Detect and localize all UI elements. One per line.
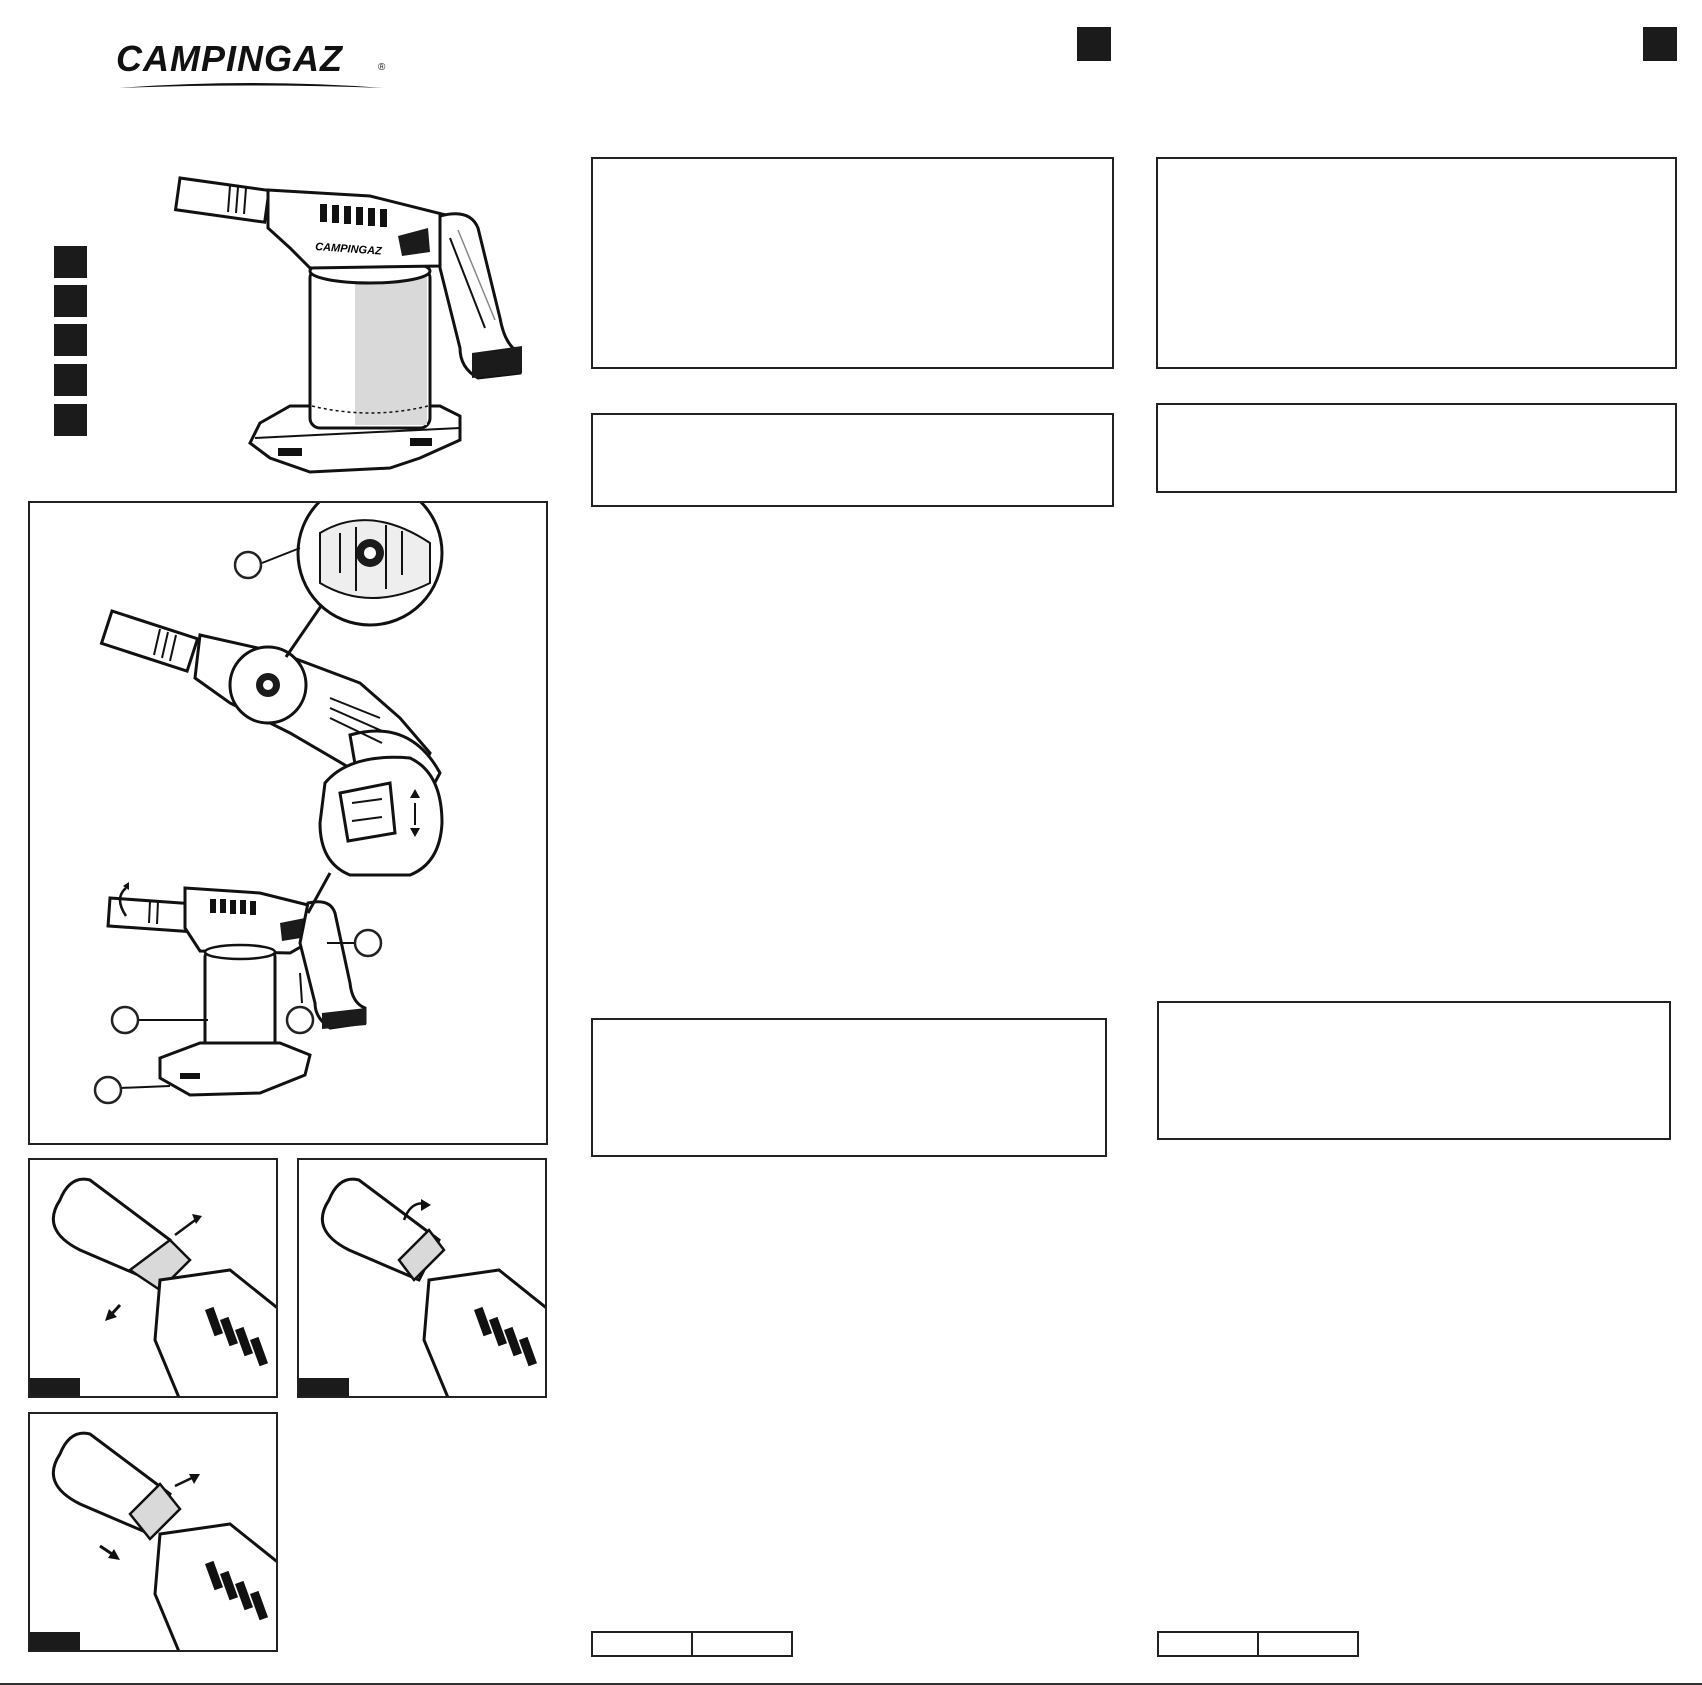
logo-swoosh (116, 80, 386, 92)
assembly-overview-drawing (30, 503, 546, 1143)
text-box-notice-page-2 (1156, 403, 1677, 493)
callout-marker-2 (355, 930, 381, 956)
callout-marker-5 (95, 1077, 121, 1103)
step-2-drawing (299, 1160, 545, 1396)
language-marker-page-1 (1077, 27, 1111, 61)
step-1-drawing (30, 1160, 276, 1396)
code-table-page-2 (1157, 1631, 1359, 1657)
text-box-info-page-1 (591, 1018, 1107, 1157)
language-marker-3 (54, 324, 87, 356)
figure-step-3 (28, 1412, 278, 1652)
logo-wordmark: CAMPINGAZ (116, 38, 343, 79)
code-table-page-1 (591, 1631, 793, 1657)
text-box-warning-page-2 (1156, 157, 1677, 369)
campingaz-logo (116, 38, 406, 90)
callout-marker-3 (112, 1007, 138, 1033)
blowtorch-product-illustration (160, 168, 560, 478)
text-box-notice-page-1 (591, 413, 1114, 507)
text-box-warning-page-1 (591, 157, 1114, 369)
callout-marker-1 (235, 552, 261, 578)
code-cell (693, 1633, 791, 1655)
figure-step-2 (297, 1158, 547, 1398)
language-marker-4 (54, 364, 87, 396)
language-marker-page-2 (1643, 27, 1677, 61)
figure-assembly-overview (28, 501, 548, 1145)
language-marker-2 (54, 285, 87, 317)
text-box-info-page-2 (1157, 1001, 1671, 1140)
step-2-tab (299, 1378, 349, 1396)
callout-marker-4 (287, 1007, 313, 1033)
code-cell (1159, 1633, 1259, 1655)
code-cell (1259, 1633, 1357, 1655)
body-print-label: CAMPINGAZ (314, 241, 383, 258)
step-1-tab (30, 1378, 80, 1396)
figure-step-1 (28, 1158, 278, 1398)
language-marker-1 (54, 246, 87, 278)
step-3-tab (30, 1632, 80, 1650)
language-marker-5 (54, 404, 87, 436)
code-cell (593, 1633, 693, 1655)
registered-mark: ® (378, 62, 386, 73)
step-3-drawing (30, 1414, 276, 1650)
